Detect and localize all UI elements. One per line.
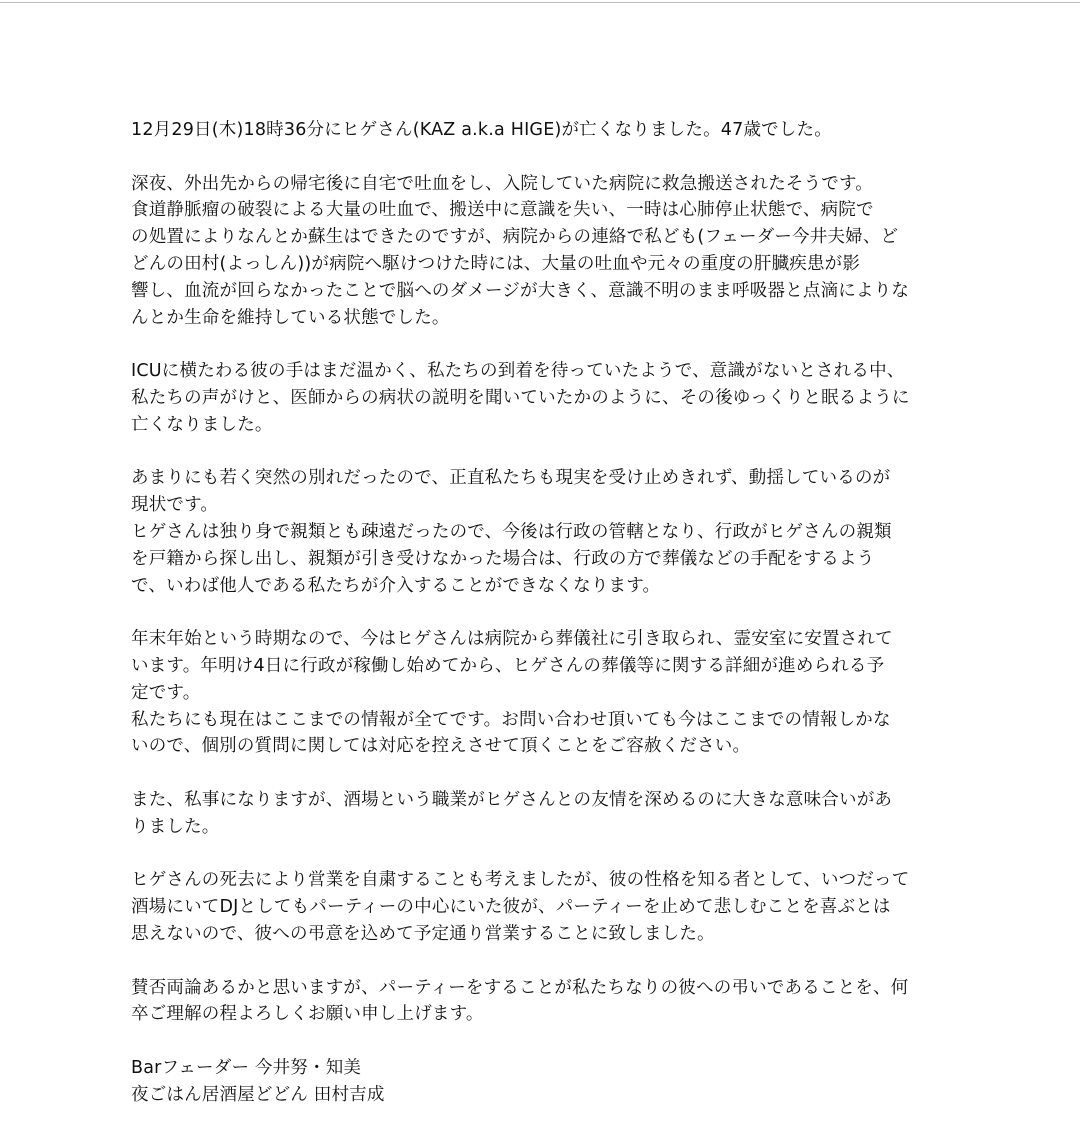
paragraph-line: の処置によりなんとか蘇生はできたのですが、病院からの連絡で私ども(フェーダー今井夫婦、ど <box>131 227 899 248</box>
paragraph-line: 思えないので、彼への弔意を込めて予定通り営業することに致しました。 <box>131 923 715 944</box>
paragraph-line: います。年明け4日に行政が稼働し始めてから、ヒゲさんの葬儀等に関する詳細が進められる予 <box>131 655 885 676</box>
paragraph-line: 深夜、外出先からの帰宅後に自宅で吐血をし、入院していた病院に救急搬送されたそうです。 <box>131 173 873 194</box>
signature-block <box>131 1055 961 1109</box>
paragraph-line: んとか生命を維持している状態でした。 <box>131 307 450 328</box>
paragraph-line: 卒ご理解の程よろしくお願い申し上げます。 <box>131 1004 484 1025</box>
paragraph-line: 定です。 <box>131 682 201 703</box>
paragraph-line: どんの田村(よっしん))が病院へ駆けつけた時には、大量の吐血や元々の重度の肝臓疾患が影 <box>131 253 861 274</box>
paragraph-line: 現状です。 <box>131 495 219 516</box>
letter-paragraph <box>131 867 961 947</box>
memorial-letter <box>131 117 961 1108</box>
signature-bar-fader: Barフェーダー 今井努・知美 <box>131 1057 362 1078</box>
paragraph-line: 響し、血流が回らなかったことで脳へのダメージが大きく、意識不明のまま呼吸器と点滴によりな <box>131 280 910 301</box>
paragraph-line: 酒場にいてDJとしてもパーティーの中心にいた彼が、パーティーを止めて悲しむことを喜ぶとは <box>131 897 891 918</box>
paragraph-line: 食道静脈瘤の破裂による大量の吐血で、搬送中に意識を失い、一時は心肺停止状態で、病院で <box>131 200 874 221</box>
signature-dodon: 夜ごはん居酒屋どどん 田村吉成 <box>131 1084 385 1105</box>
paragraph-line: 亡くなりました。 <box>131 414 273 435</box>
letter-paragraph <box>131 358 961 438</box>
paragraph-line: あまりにも若く突然の別れだったので、正直私たちも現実を受け止めきれず、動揺しているのが <box>131 468 891 489</box>
paragraph-line: ヒゲさんは独り身で親類とも疎遠だったので、今後は行政の管轄となり、行政がヒゲさんの親類 <box>131 521 892 542</box>
paragraph-line: ヒゲさんの死去により営業を自粛することも考えましたが、彼の性格を知る者として、いつだって <box>131 870 910 891</box>
letter-paragraph <box>131 171 961 332</box>
paragraph-line: 私たちの声がけと、医師からの病状の説明を聞いていたかのように、その後ゆっくりと眠るように <box>131 387 910 408</box>
letter-paragraph <box>131 975 961 1029</box>
paragraph-line: ICUに横たわる彼の手はまだ温かく、私たちの到着を待っていたようで、意識がないとされる中、 <box>131 361 905 382</box>
paragraph-line: また、私事になりますが、酒場という職業がヒゲさんとの友情を深めるのに大きな意味合いがあ <box>131 789 893 810</box>
paragraph-line: りました。 <box>131 816 220 837</box>
paragraph-line: いので、個別の質問に関しては対応を控えさせて頂くことをご容赦ください。 <box>131 736 751 757</box>
paragraph-line: を戸籍から探し出し、親類が引き受けなかった場合は、行政の方で葬儀などの手配をするよう <box>131 548 875 569</box>
top-divider <box>0 2 1080 3</box>
letter-paragraph <box>131 626 961 760</box>
letter-paragraph <box>131 787 961 841</box>
paragraph-line: 年末年始という時期なので、今はヒゲさんは病院から葬儀社に引き取られ、霊安室に安置されて <box>131 629 893 650</box>
letter-paragraph <box>131 465 961 599</box>
announcement-paragraph <box>131 117 961 144</box>
announcement-line: 12月29日(木)18時36分にヒゲさん(KAZ a.k.a HIGE)が亡くなりました。47歳でした。 <box>131 120 832 140</box>
paragraph-line: 私たちにも現在はここまでの情報が全てです。お問い合わせ頂いても今はここまでの情報しかな <box>131 709 891 730</box>
paragraph-line: 賛否両論あるかと思いますが、パーティーをすることが私たちなりの彼への弔いであることを、何 <box>131 977 909 998</box>
letter-body <box>131 171 961 1029</box>
paragraph-line: で、いわば他人である私たちが介入することができなくなります。 <box>131 575 661 596</box>
